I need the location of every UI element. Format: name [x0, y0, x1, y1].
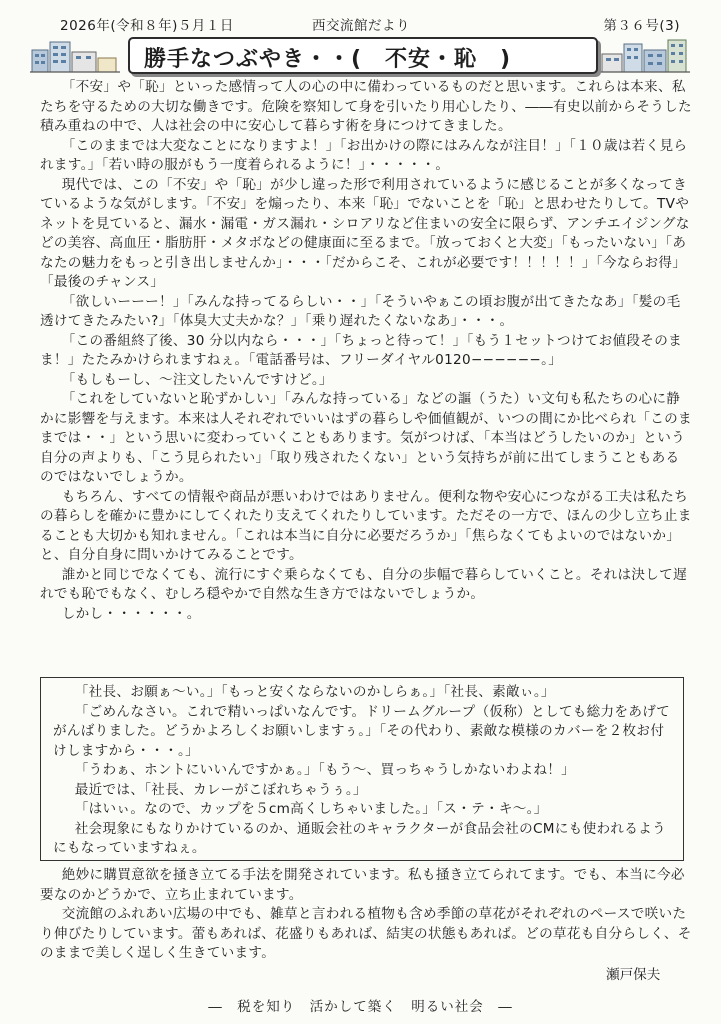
paragraph: もちろん、すべての情報や商品が悪いわけではありません。便利な物や安心につながる工夫は私たちの暮らしを確かに豊かにしてくれたり支えてくれたりしています。ただその一方で、ほんの少し立ち止まることも大切かも知れません。「これは本当に自分に必要だろうか」「焦らなくてもよいのではないか」と、自分自身に問いかけてみることです。: [40, 488, 692, 563]
article-title: 勝手なつぶやき・・( 不安・恥 ): [144, 47, 512, 72]
paragraph: 「欲しいーーー！」「みんな持ってるらしい・・」「そういやぁこの頃お腹が出てきたなあ」「髪の毛透けてきたみたい?」「体臭大丈夫かな？」「乗り遅れたくないなあ」・・・。: [40, 293, 681, 329]
paragraph: 「これをしていないと恥ずかしい」「みんな持っている」などの謳（うた）い文句も私たちの心に静かに影響を与えます。本来は人それぞれでいいはずの暮らしや価値観が、いつの間にか比べられ「このままでは・・」という思いに変わっていくこともあります。気がつけば、「本当はどうしたいのか」という自分の声よりも、「こう見られたい」「取り残されたくない」という気持ちが前に出てしまうこともあるのではないでしょうか。: [40, 391, 692, 485]
paragraph: 誰かと同じでなくても、流行にすぐ乗らなくても、自分の歩幅で暮らしていくこと。それは決して遅れでも恥でもなく、むしろ穏やかで自然な生き方ではないでしょうか。: [40, 566, 687, 602]
dialogue-line: 「社長、お願ぁ〜い。」「もっと安くならないのかしらぁ。」「社長、素敵ぃ。」: [74, 684, 555, 700]
dialogue-line: 「はいぃ。なので、カップを５cm高くしちゃいました。」「ス・テ・キ〜。」: [74, 801, 548, 817]
dialogue-line: 社会現象にもなりかけているのか、通販会社のキャラクターが食品会社のCMにも使われるようにもなっていますねぇ。: [53, 820, 666, 856]
author-name: 瀬戸保夫: [606, 967, 661, 983]
dialogue-line: 「うわぁ、ホントにいいんですかぁ。」「もう〜、買っちゃうしかないわよね！」: [74, 762, 576, 778]
publication-name: 西交流館だより: [312, 18, 410, 34]
paragraph: 交流館のふれあい広場の中でも、雑草と言われる植物も含め季節の草花がそれぞれのペースで咲いたり伸びたりしています。蕾もあれば、花盛りもあれば、結実の状態もあれば。どの草花も自分らしく、そのままで美しく逞しく生きています。: [40, 906, 692, 961]
issue-number: 第３６号(3): [603, 18, 680, 34]
footer-slogan: ― 税を知り 活かして築く 明るい社会 ―: [208, 999, 513, 1015]
page-header: [60, 14, 680, 34]
paragraph: 「不安」や「恥」といった感情って人の心の中に備わっているものだと思います。これらは本来、私たちを守るための大切な働きです。危険を察知して身を引いたり用心したり、――有史以前からそうした積み重ねの中で、人は社会の中に安心して暮らす術を身につけてきました。: [40, 79, 692, 134]
article-title-box: [128, 37, 598, 74]
closing-section: [40, 866, 692, 964]
issue-date: 2026年(令和８年)５月１日: [60, 18, 234, 34]
paragraph: 「このままでは大変なことになりますよ！」「お出かけの際にはみんなが注目！」「１０歳は若く見られます。」「若い時の服がもう一度着られるように！」・・・・・。: [40, 137, 688, 173]
dialogue-line: 最近では、「社長、カレーがこぼれちゃうぅ。」: [74, 781, 367, 798]
paragraph: 「もしもーし、～注文したいんですけど。」: [61, 371, 333, 388]
dialogue-box: [40, 677, 684, 861]
paragraph: 「この番組終了後、30 分以内なら・・・」「ちょっと待って！」「もう１セットつけてお値段そのまま！」たたみかけられますねぇ。「電話番号は、フリーダイヤル0120−−−−−−。」: [40, 332, 682, 368]
article-body: [40, 78, 692, 624]
dialogue-line: 「ごめんなさい。これで精いっぱいなんです。ドリームグループ（仮称）としても総力をあげてがんばりました。どうかよろしくお願いしますぅ。」「その代わり、素敵な模様のカバーを２枚お付けしますから・・・。」: [53, 703, 671, 759]
paragraph: 絶妙に購買意欲を掻き立てる手法を開発されています。私も掻き立てられてます。でも、本当に今必要なのかどうかで、立ち止まれています。: [40, 867, 685, 903]
buildings-illustration-left: [30, 38, 120, 74]
paragraph: 現代では、この「不安」や「恥」が少し違った形で利用されているように感じることが多くなってきているような気がします。「不安」を煽ったり、本来「恥」でないことを「恥」と思わせたりして。TVやネットを見ていると、漏水・漏電・ガス漏れ・シロアリなど住まいの安全に限らず、アンチエイジングなどの美容、高血圧・脂肪肝・メタボなどの健康面に至るまで。「放っておくと大変」「もったいない」「あなたの魅力をもっと引き出しませんか」・・・「だからこそ、これが必要です！！！！！」「今ならお得」「最後のチャンス」: [40, 176, 690, 290]
buildings-illustration-right: [600, 38, 690, 74]
paragraph: しかし・・・・・・。: [61, 605, 201, 622]
